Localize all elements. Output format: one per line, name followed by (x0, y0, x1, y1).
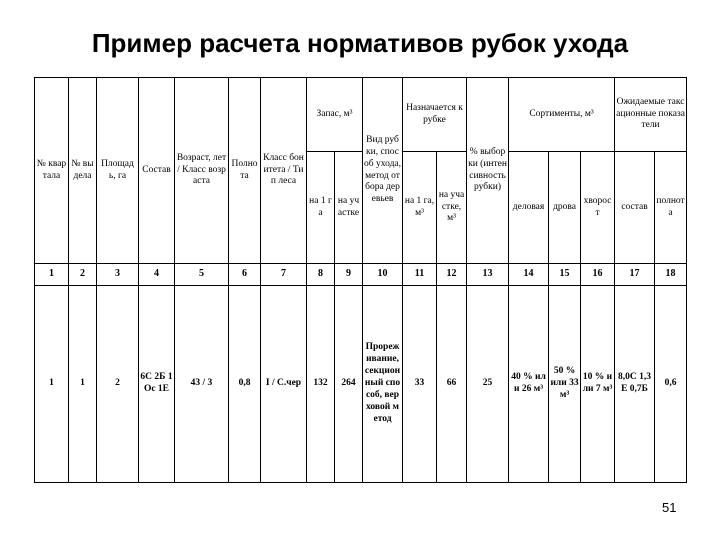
cell-kvartal: 1 (35, 286, 69, 483)
column-number: 7 (261, 264, 307, 286)
cell-bonitet: I / С.чер (261, 286, 307, 483)
norms-table (34, 77, 687, 483)
header-cut-ha: на 1 га, м³ (403, 152, 437, 264)
column-number: 6 (229, 264, 261, 286)
header-stock-group: Запас, м³ (307, 78, 363, 152)
header-exp-sostav: состав (615, 152, 655, 264)
cell-area: 2 (97, 286, 139, 483)
header-stock-site: на участке (335, 152, 363, 264)
header-row-1 (35, 78, 687, 152)
header-hvorost: хворост (581, 152, 615, 264)
header-expected-group: Ожидаемые таксационные показатели (615, 78, 687, 152)
column-number: 2 (69, 264, 97, 286)
column-number: 13 (467, 264, 509, 286)
column-number: 18 (655, 264, 687, 286)
header-bonitet: Класс бонитета / Тип леса (261, 78, 307, 264)
cell-vydel: 1 (69, 286, 97, 483)
header-cut-type: Вид рубки, способ ухода, метод отбора деревьев (363, 78, 403, 264)
column-number: 15 (549, 264, 581, 286)
slide-title: Пример расчета нормативов рубок ухода (91, 28, 629, 58)
cell-percent: 25 (467, 286, 509, 483)
header-delovaya: деловая (509, 152, 549, 264)
column-number: 9 (335, 264, 363, 286)
header-kvartal: № квартала (35, 78, 69, 264)
cell-delovaya: 40 % или 26 м³ (509, 286, 549, 483)
header-age: Возраст, лет / Класс возраста (175, 78, 229, 264)
header-percent: % выборки (интенсивность рубки) (467, 78, 509, 264)
column-number: 10 (363, 264, 403, 286)
cell-cut-ha: 33 (403, 286, 437, 483)
table-row (35, 286, 687, 483)
header-cut-site: на участке, м³ (437, 152, 467, 264)
cell-polnota: 0,8 (229, 286, 261, 483)
header-planned-group: Назначается к рубке (403, 78, 467, 152)
column-number: 5 (175, 264, 229, 286)
header-stock-ha: на 1 га (307, 152, 335, 264)
column-number-row (35, 264, 687, 286)
header-area: Площадь, га (97, 78, 139, 264)
cell-stock-ha: 132 (307, 286, 335, 483)
column-number: 1 (35, 264, 69, 286)
header-assortment-group: Сортименты, м³ (509, 78, 615, 152)
cell-cut-site: 66 (437, 286, 467, 483)
column-number: 11 (403, 264, 437, 286)
column-number: 3 (97, 264, 139, 286)
header-drova: дрова (549, 152, 581, 264)
header-exp-polnota: полнота (655, 152, 687, 264)
column-number: 4 (139, 264, 175, 286)
cell-cut-type: Прореживание, секционный способ, верховой метод (363, 286, 403, 483)
cell-drova: 50 % или 33 м³ (549, 286, 581, 483)
column-number: 17 (615, 264, 655, 286)
header-vydel: № выдела (69, 78, 97, 264)
cell-sostav: 6С 2Б 1Ос 1Е (139, 286, 175, 483)
cell-stock-site: 264 (335, 286, 363, 483)
cell-exp-polnota: 0,6 (655, 286, 687, 483)
column-number: 12 (437, 264, 467, 286)
header-polnota: Полнота (229, 78, 261, 264)
cell-exp-sostav: 8,0С 1,3Е 0,7Б (615, 286, 655, 483)
column-number: 14 (509, 264, 549, 286)
page-number: 51 (662, 500, 677, 515)
cell-hvorost: 10 % или 7 м³ (581, 286, 615, 483)
column-number: 8 (307, 264, 335, 286)
header-sostav: Состав (139, 78, 175, 264)
column-number: 16 (581, 264, 615, 286)
cell-age: 43 / 3 (175, 286, 229, 483)
